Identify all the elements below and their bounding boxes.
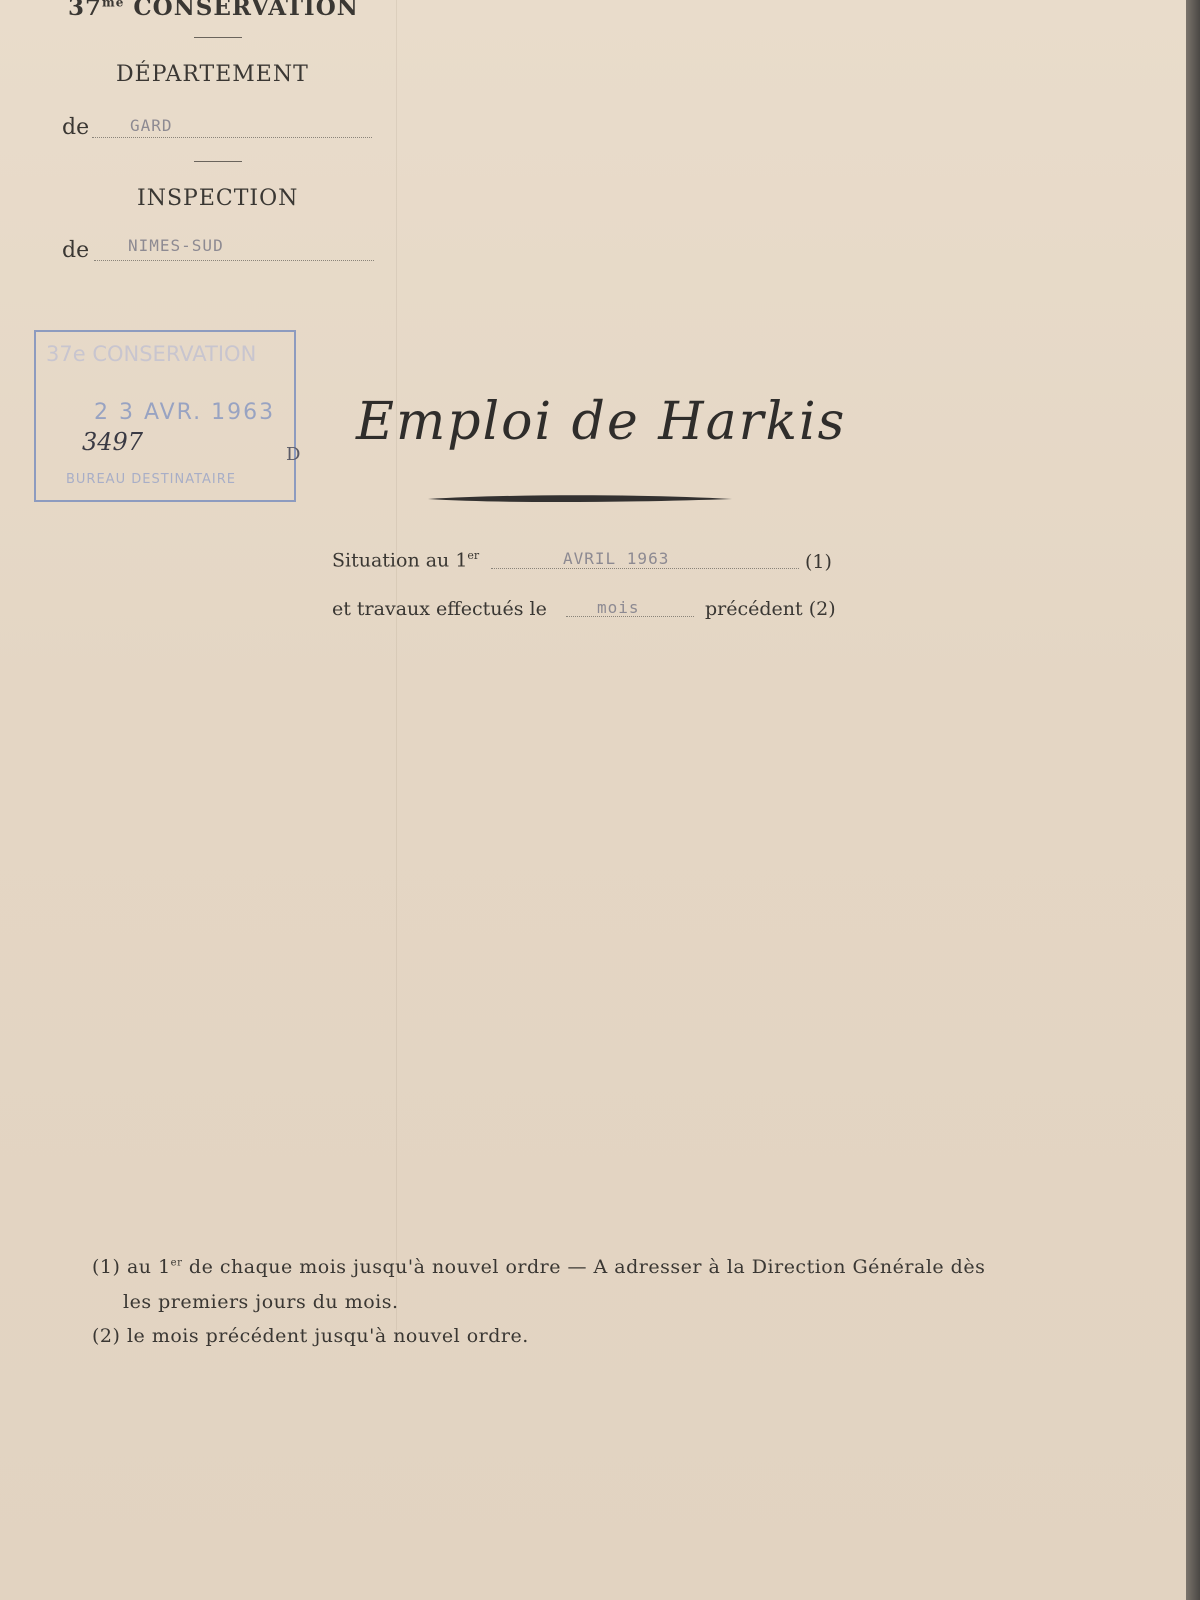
situation-value: AVRIL 1963 — [563, 549, 670, 568]
footnote-1-b: de chaque mois jusqu'à nouvel ordre — A adresser à la Direction Générale dès — [188, 1256, 986, 1278]
situation-line — [332, 549, 479, 571]
footnote-1-a: au 1 — [126, 1256, 171, 1278]
inspection-de: de — [62, 238, 90, 263]
conservation-heading — [68, 0, 359, 21]
stamp-conservation: 37e CONSERVATION — [46, 342, 257, 366]
scan-edge — [1186, 0, 1200, 1600]
footnote-1-line2: les premiers jours du mois. — [123, 1291, 399, 1313]
footnote-1-number: (1) — [92, 1256, 121, 1278]
inspection-label: INSPECTION — [137, 186, 299, 211]
title-underline-swoosh — [428, 492, 732, 506]
document-title: Emploi de Harkis — [356, 392, 847, 452]
footnote-1 — [92, 1256, 985, 1278]
conservation-superscript: me — [102, 0, 125, 10]
header-separator — [194, 37, 242, 38]
stamp-handwritten-number: 3497 — [82, 428, 144, 456]
departement-separator — [194, 161, 242, 162]
travaux-suffix-text: précédent — [705, 598, 803, 620]
departement-value: GARD — [130, 116, 173, 135]
situation-note: (1) — [805, 551, 832, 573]
conservation-label: CONSERVATION — [133, 0, 359, 21]
inspection-value: NIMES-SUD — [128, 236, 224, 255]
reception-stamp — [34, 330, 301, 502]
travaux-value: mois — [597, 598, 640, 617]
footnote-2: (2) le mois précédent jusqu'à nouvel ordre. — [92, 1325, 529, 1347]
stamp-bureau-destinataire: BUREAU DESTINATAIRE — [66, 472, 236, 487]
stamp-mark: D — [286, 444, 301, 465]
travaux-prefix: et travaux effectués le — [332, 598, 547, 620]
travaux-suffix — [705, 598, 836, 620]
footnote-1-superscript: er — [170, 1257, 183, 1269]
departement-label: DÉPARTEMENT — [116, 62, 309, 87]
stamp-date: 2 3 AVR. 1963 — [94, 400, 276, 425]
show-through-fold — [396, 0, 397, 1330]
departement-de: de — [62, 115, 90, 140]
conservation-number: 37 — [68, 0, 103, 21]
situation-prefix: Situation au 1 — [332, 549, 468, 572]
travaux-note: (2) — [808, 598, 836, 620]
situation-superscript: er — [467, 549, 480, 562]
